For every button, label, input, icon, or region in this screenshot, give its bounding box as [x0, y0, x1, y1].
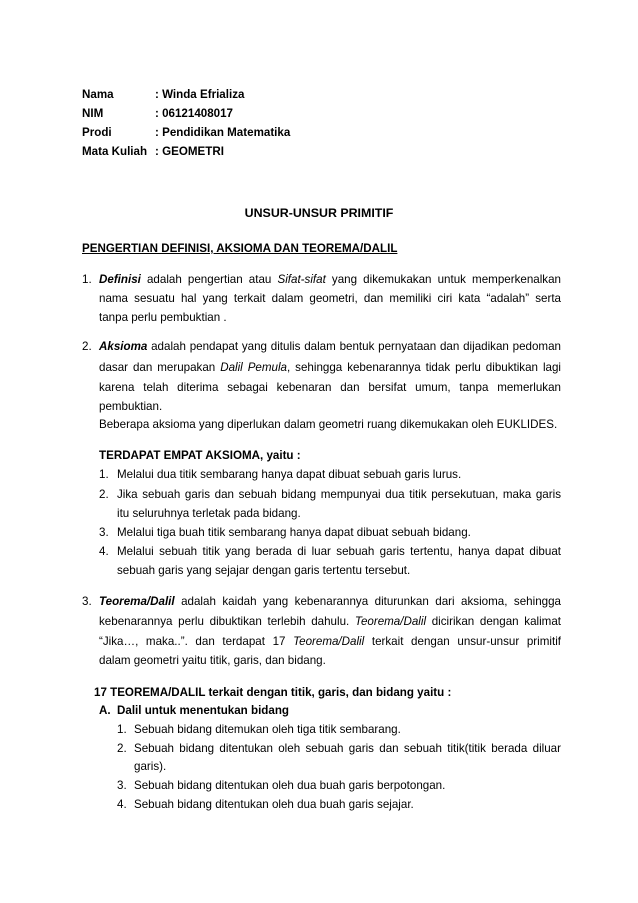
definisi-line-2: nama sesuatu hal yang terkait dalam geometri, dan memiliki ciri kata “adalah” serta	[99, 292, 561, 305]
theorem-number: 1.	[117, 723, 127, 736]
axiom-item-cont: itu seluruhnya terletak pada bidang.	[117, 507, 301, 520]
theorem-number: 3.	[117, 779, 127, 792]
aksioma-line-2: dasar dan merupakan Dalil Pemula, sehingga kebenarannya tidak perlu dibuktikan lagi	[99, 361, 561, 374]
theorem-item: Sebuah bidang ditentukan oleh dua buah garis berpotongan.	[134, 779, 446, 792]
group-a-label: A.	[99, 704, 111, 717]
theorem-item: Sebuah bidang ditentukan oleh dua buah garis sejajar.	[134, 798, 414, 811]
header-label-nama: Nama	[82, 88, 114, 101]
item-number: 1.	[82, 273, 92, 286]
aksioma-line-1: Aksioma adalah pendapat yang ditulis dalam bentuk pernyataan dan dijadikan pedoman	[99, 340, 561, 353]
theorem-number: 2.	[117, 742, 127, 755]
header-value-prodi: : Pendidikan Matematika	[155, 126, 291, 139]
teorema-line-1: Teorema/Dalil adalah kaidah yang kebenarannya diturunkan dari aksioma, sehingga	[99, 595, 561, 608]
item-number: 3.	[82, 595, 92, 608]
axiom-subheading: TERDAPAT EMPAT AKSIOMA, yaitu :	[99, 449, 301, 462]
aksioma-line-5: Beberapa aksioma yang diperlukan dalam geometri ruang dikemukakan oleh EUKLIDES.	[99, 418, 558, 431]
axiom-item: Jika sebuah garis dan sebuah bidang mempunyai dua titik persekutuan, maka garis	[117, 488, 561, 501]
definisi-line-1: Definisi adalah pengertian atau Sifat-sifat yang dikemukakan untuk memperkenalkan	[99, 273, 561, 286]
document-title: UNSUR-UNSUR PRIMITIF	[244, 206, 394, 220]
axiom-item: Melalui sebuah titik yang berada di luar sebuah garis tertentu, hanya dapat dibuat	[117, 545, 561, 558]
term-aksioma: Aksioma	[99, 340, 148, 353]
section-heading: PENGERTIAN DEFINISI, AKSIOMA DAN TEOREMA/DALIL	[82, 242, 398, 255]
axiom-number: 1.	[99, 468, 109, 481]
header-label-prodi: Prodi	[82, 126, 112, 139]
axiom-item: Melalui tiga buah titik sembarang hanya dapat dibuat sebuah bidang.	[117, 526, 471, 539]
header-value-nama: : Winda Efrializa	[155, 88, 245, 101]
definisi-line-3: tanpa perlu pembuktian .	[99, 311, 227, 324]
theorem-heading: 17 TEOREMA/DALIL terkait dengan titik, garis, dan bidang yaitu :	[94, 686, 452, 699]
aksioma-line-4: pembuktian.	[99, 400, 163, 413]
term-teorema: Teorema/Dalil	[99, 595, 175, 608]
axiom-item: Melalui dua titik sembarang hanya dapat dibuat sebuah garis lurus.	[117, 468, 462, 481]
theorem-item: Sebuah bidang ditentukan oleh sebuah garis dan sebuah titik(titik berada diluar	[134, 742, 561, 755]
item-number: 2.	[82, 340, 92, 353]
group-a-title: Dalil untuk menentukan bidang	[117, 704, 289, 717]
teorema-line-4: dalam geometri yaitu titik, garis, dan bidang.	[99, 654, 326, 667]
header-label-matakuliah: Mata Kuliah	[82, 145, 148, 158]
axiom-number: 2.	[99, 488, 109, 501]
header-value-matakuliah: : GEOMETRI	[155, 145, 224, 158]
teorema-line-3: “Jika…, maka..”. dan terdapat 17 Teorema/Dalil terkait dengan unsur-unsur primitif	[99, 635, 561, 648]
teorema-line-2: kebenarannya perlu dibuktikan terlebih dahulu. Teorema/Dalil dicirikan dengan kalimat	[99, 615, 561, 628]
term-definisi: Definisi	[99, 273, 141, 286]
theorem-number: 4.	[117, 798, 127, 811]
theorem-item-cont: garis).	[134, 760, 167, 773]
header-label-nim: NIM	[82, 107, 104, 120]
header-value-nim: : 06121408017	[155, 107, 234, 120]
aksioma-line-3: karena telah diterima sebagai kebenaran dan bersifat umum, tanpa memerlukan	[99, 381, 561, 394]
axiom-number: 3.	[99, 526, 109, 539]
axiom-item-cont: sebuah garis yang sejajar dengan garis tertentu tersebut.	[117, 564, 411, 577]
axiom-number: 4.	[99, 545, 109, 558]
theorem-item: Sebuah bidang ditemukan oleh tiga titik sembarang.	[134, 723, 401, 736]
